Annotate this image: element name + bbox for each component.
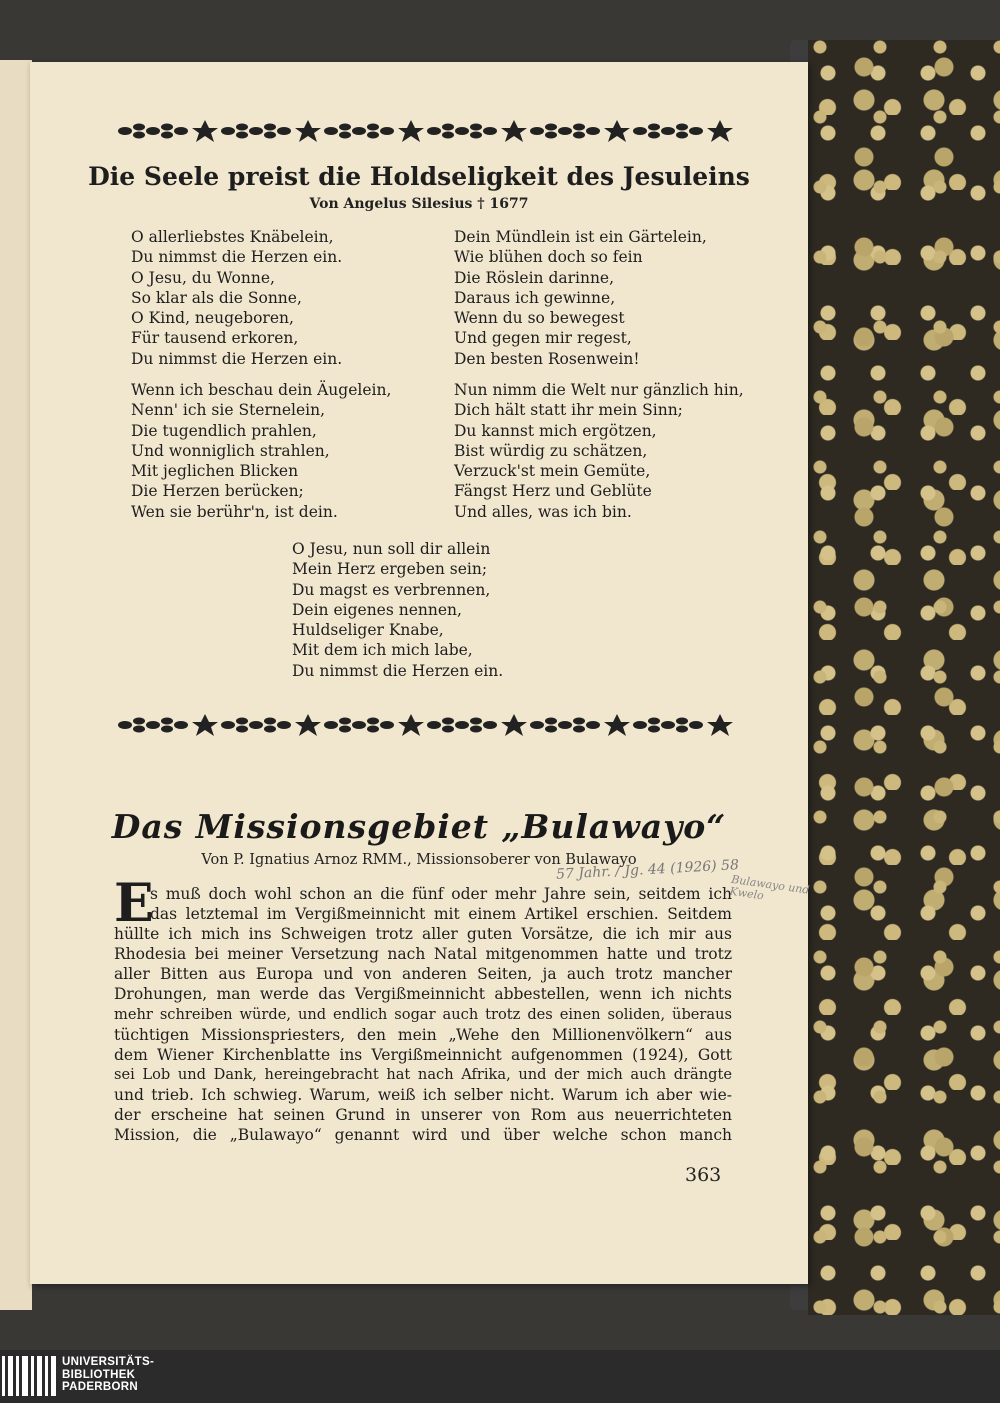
body-line: Mission, die „Bulawayo“ genannt wird und über welche schon manch	[114, 1126, 732, 1145]
left-page-edge	[0, 60, 32, 1310]
verse-line: Daraus ich gewinne,	[454, 288, 616, 307]
verse-line: Den besten Rosenwein!	[454, 349, 640, 368]
verse-line: Du kannst mich ergötzen,	[454, 421, 657, 440]
verse-line: Wie blühen doch so fein	[454, 248, 643, 267]
verse-line: Mein Herz ergeben sein;	[292, 560, 488, 579]
verse-line: O Kind, neugeboren,	[131, 309, 294, 328]
stanza-left-1	[131, 227, 342, 369]
ornament-bottom	[115, 712, 735, 738]
body-line: dem Wiener Kirchenblatte ins Vergißmeinnicht aufgenommen (1924), Gott	[114, 1045, 732, 1064]
verse-line: Die Herzen berücken;	[131, 482, 304, 501]
verse-line: Dich hält statt ihr mein Sinn;	[454, 401, 683, 420]
verse-line: Du magst es verbrennen,	[292, 580, 491, 599]
verse-line: Mit dem ich mich labe,	[292, 641, 473, 660]
verse-line: Du nimmst die Herzen ein.	[131, 248, 343, 267]
stanza-left-2	[131, 380, 391, 522]
verse-line: Du nimmst die Herzen ein.	[292, 661, 504, 680]
verse-line: Nun nimm die Welt nur gänzlich hin,	[454, 381, 744, 399]
verse-line: Und alles, was ich bin.	[454, 502, 632, 521]
body-line: und trieb. Ich schwieg. Warum, weiß ich selber nicht. Warum ich aber wie-	[114, 1085, 732, 1104]
body-line: tüchtigen Missionspriesters, den mein „Wehe den Millionenvölkern“ aus	[114, 1025, 732, 1044]
verse-line: Fängst Herz und Geblüte	[454, 482, 652, 501]
page-number: 363	[685, 1164, 722, 1186]
body-line: der erscheine hat seinen Grund in unserer von Rom aus neuerrichteten	[114, 1106, 732, 1125]
book-page	[30, 62, 811, 1284]
library-name-line: PADERBORN	[62, 1381, 138, 1393]
library-logo-icon	[2, 1356, 58, 1400]
verse-line: O Jesu, nun soll dir allein	[292, 540, 491, 558]
library-name	[62, 1356, 154, 1394]
verse-line: Bist würdig zu schätzen,	[454, 441, 648, 460]
pencil-annotation: 57 Jahr. / Jg. 44 (1926) 58	[555, 857, 740, 883]
library-name-line: BIBLIOTHEK	[62, 1368, 136, 1381]
article-body	[114, 884, 732, 1145]
body-line: hüllte ich mich ins Schweigen trotz aller guten Vorsätze, die ich mir aus	[114, 925, 732, 944]
poem-author: Von Angelus Silesius † 1677	[309, 196, 529, 212]
verse-line: Wenn du so bewegest	[454, 309, 625, 328]
verse-line: Wenn ich beschau dein Äugelein,	[131, 381, 392, 399]
stanza-center	[292, 539, 503, 681]
verse-line: Du nimmst die Herzen ein.	[131, 349, 343, 368]
verse-line: Und gegen mir regest,	[454, 329, 632, 348]
body-line: aller Bitten aus Europa und von anderen Seiten, ja auch trotz mancher	[114, 965, 732, 984]
marbled-endpaper	[808, 40, 1000, 1315]
verse-line: Für tausend erkoren,	[131, 329, 299, 348]
verse-line: Die Röslein darinne,	[454, 268, 615, 287]
verse-line: So klar als die Sonne,	[131, 288, 302, 307]
body-line: Drohungen, man werde das Vergißmeinnicht abbestellen, wenn ich nichts	[114, 985, 732, 1004]
article-title: Das Missionsgebiet „Bulawayo“	[111, 807, 727, 846]
verse-line: Und wonniglich strahlen,	[131, 441, 330, 460]
body-line: Rhodesia bei meiner Versetzung nach Natal mitgenommen hatte und trotz	[114, 945, 732, 964]
body-line: s muß doch wohl schon an die fünf oder mehr Jahre sein, seitdem ich	[150, 885, 732, 903]
stanza-right-1	[454, 227, 707, 369]
verse-line: Mit jeglichen Blicken	[131, 462, 299, 481]
body-line: das letztemal im Vergißmeinnicht mit einem Artikel erschien. Seitdem	[150, 905, 732, 924]
verse-line: Dein Mündlein ist ein Gärtelein,	[454, 228, 707, 246]
verse-line: Die tugendlich prahlen,	[131, 421, 317, 440]
article-byline: Von P. Ignatius Arnoz RMM., Missionsoberer von Bulawayo	[201, 852, 637, 868]
verse-line: Dein eigenes nennen,	[292, 600, 462, 619]
margin-annotation: Bulawayo und Kwelo	[728, 872, 811, 903]
poem-title: Die Seele preist die Holdseligkeit des Jesuleins	[88, 162, 750, 191]
ornament-top	[115, 118, 735, 144]
body-line: mehr schreiben würde, und endlich sogar auch trotz des einen soliden, überaus	[114, 1005, 732, 1023]
verse-line: Huldseliger Knabe,	[292, 621, 444, 640]
verse-line: Nenn' ich sie Sternelein,	[131, 401, 326, 420]
drop-cap: E	[114, 873, 154, 934]
verse-line: Verzuck'st mein Gemüte,	[454, 462, 651, 481]
body-line: sei Lob und Dank, hereingebracht hat nach Afrika, und der mich auch drängte	[114, 1065, 732, 1083]
verse-line: O allerliebstes Knäbelein,	[131, 228, 334, 246]
library-name-line: UNIVERSITÄTS-	[62, 1356, 155, 1368]
verse-line: Wen sie berühr'n, ist dein.	[131, 502, 338, 521]
verse-line: O Jesu, du Wonne,	[131, 268, 275, 287]
stanza-right-2	[454, 380, 744, 522]
